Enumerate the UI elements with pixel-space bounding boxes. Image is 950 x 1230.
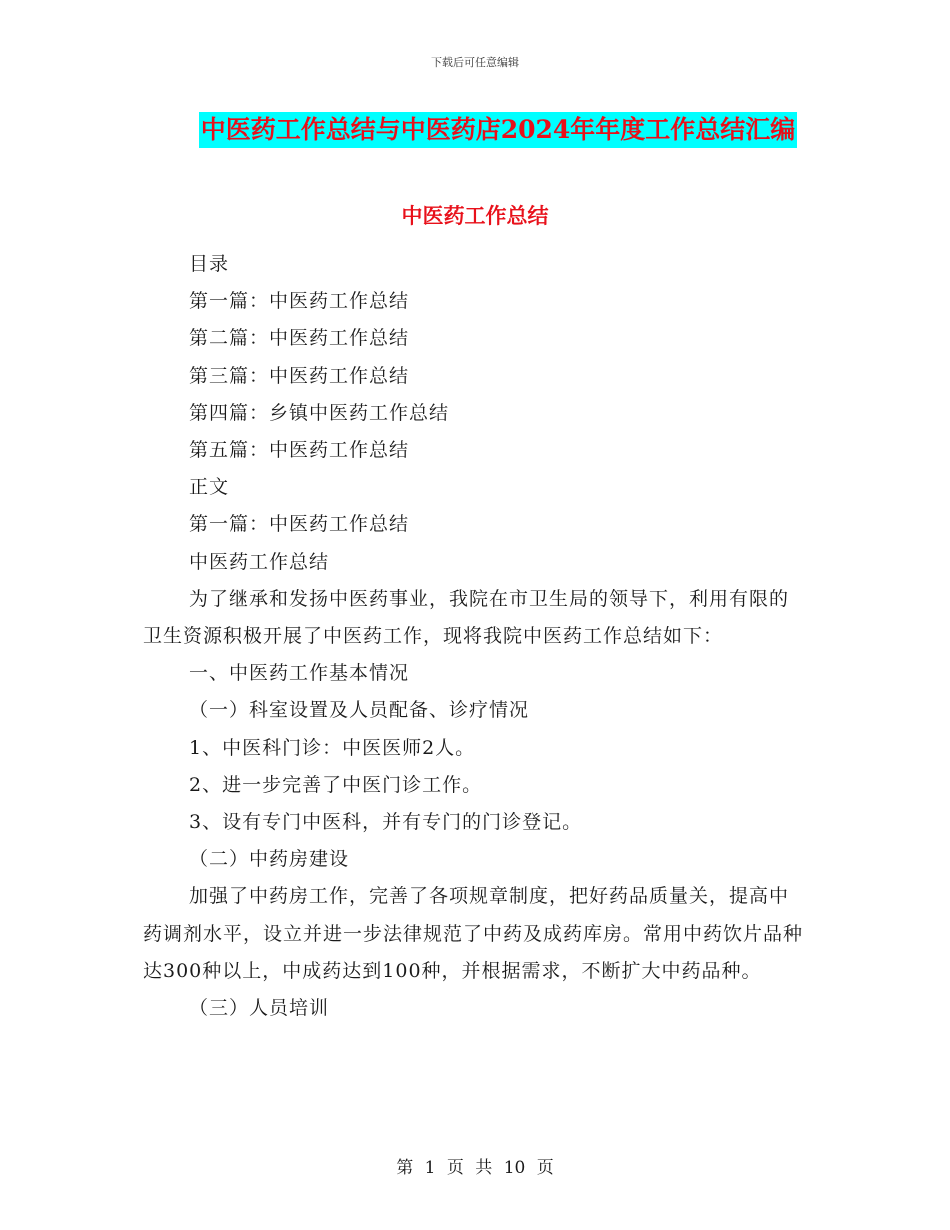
- toc-item: 第二篇：中医药工作总结: [189, 327, 410, 350]
- sub-title: 中医药工作总结: [189, 550, 330, 573]
- toc-item: 第一篇：中医药工作总结: [189, 290, 410, 313]
- document-title-container: [0, 112, 950, 148]
- toc-item: 第三篇：中医药工作总结: [189, 364, 410, 387]
- document-title: 中医药工作总结与中医药店2024年年度工作总结汇编: [199, 112, 798, 148]
- list-item: 1、中医科门诊：中医医师2人。: [189, 736, 476, 759]
- section-title: 中医药工作总结: [401, 203, 549, 228]
- toc-item: 第五篇：中医药工作总结: [189, 439, 410, 462]
- heading-level-2: （二）中药房建设: [189, 848, 350, 871]
- document-body: [143, 246, 808, 1027]
- main-text-label: 正文: [189, 476, 230, 499]
- pharmacy-paragraph: 加强了中药房工作，完善了各项规章制度，把好药品质量关，提高中药调剂水平，设立并进一步法律规范了中药及成药库房。常用中药饮片品种达300种以上，中成药达到100种，并根据需求，不断扩大中药品种。: [143, 885, 804, 982]
- heading-level-2: （三）人员培训: [189, 997, 330, 1020]
- heading-level-1: 一、中医药工作基本情况: [189, 662, 410, 685]
- toc-heading: 目录: [189, 253, 230, 275]
- intro-paragraph: 为了继承和发扬中医药事业，我院在市卫生局的领导下，利用有限的卫生资源积极开展了中医药工作，现将我院中医药工作总结如下：: [143, 587, 790, 648]
- toc-item: 第四篇：乡镇中医药工作总结: [189, 401, 450, 424]
- page-footer: 第 1 页 共 10 页: [396, 1158, 554, 1178]
- list-item: 3、设有专门中医科，并有专门的门诊登记。: [189, 811, 583, 834]
- part-title: 第一篇：中医药工作总结: [189, 513, 410, 536]
- list-item: 2、进一步完善了中医门诊工作。: [189, 773, 483, 796]
- heading-level-2: （一）科室设置及人员配备、诊疗情况: [189, 699, 530, 722]
- page-header-note: 下载后可任意编辑: [431, 56, 519, 69]
